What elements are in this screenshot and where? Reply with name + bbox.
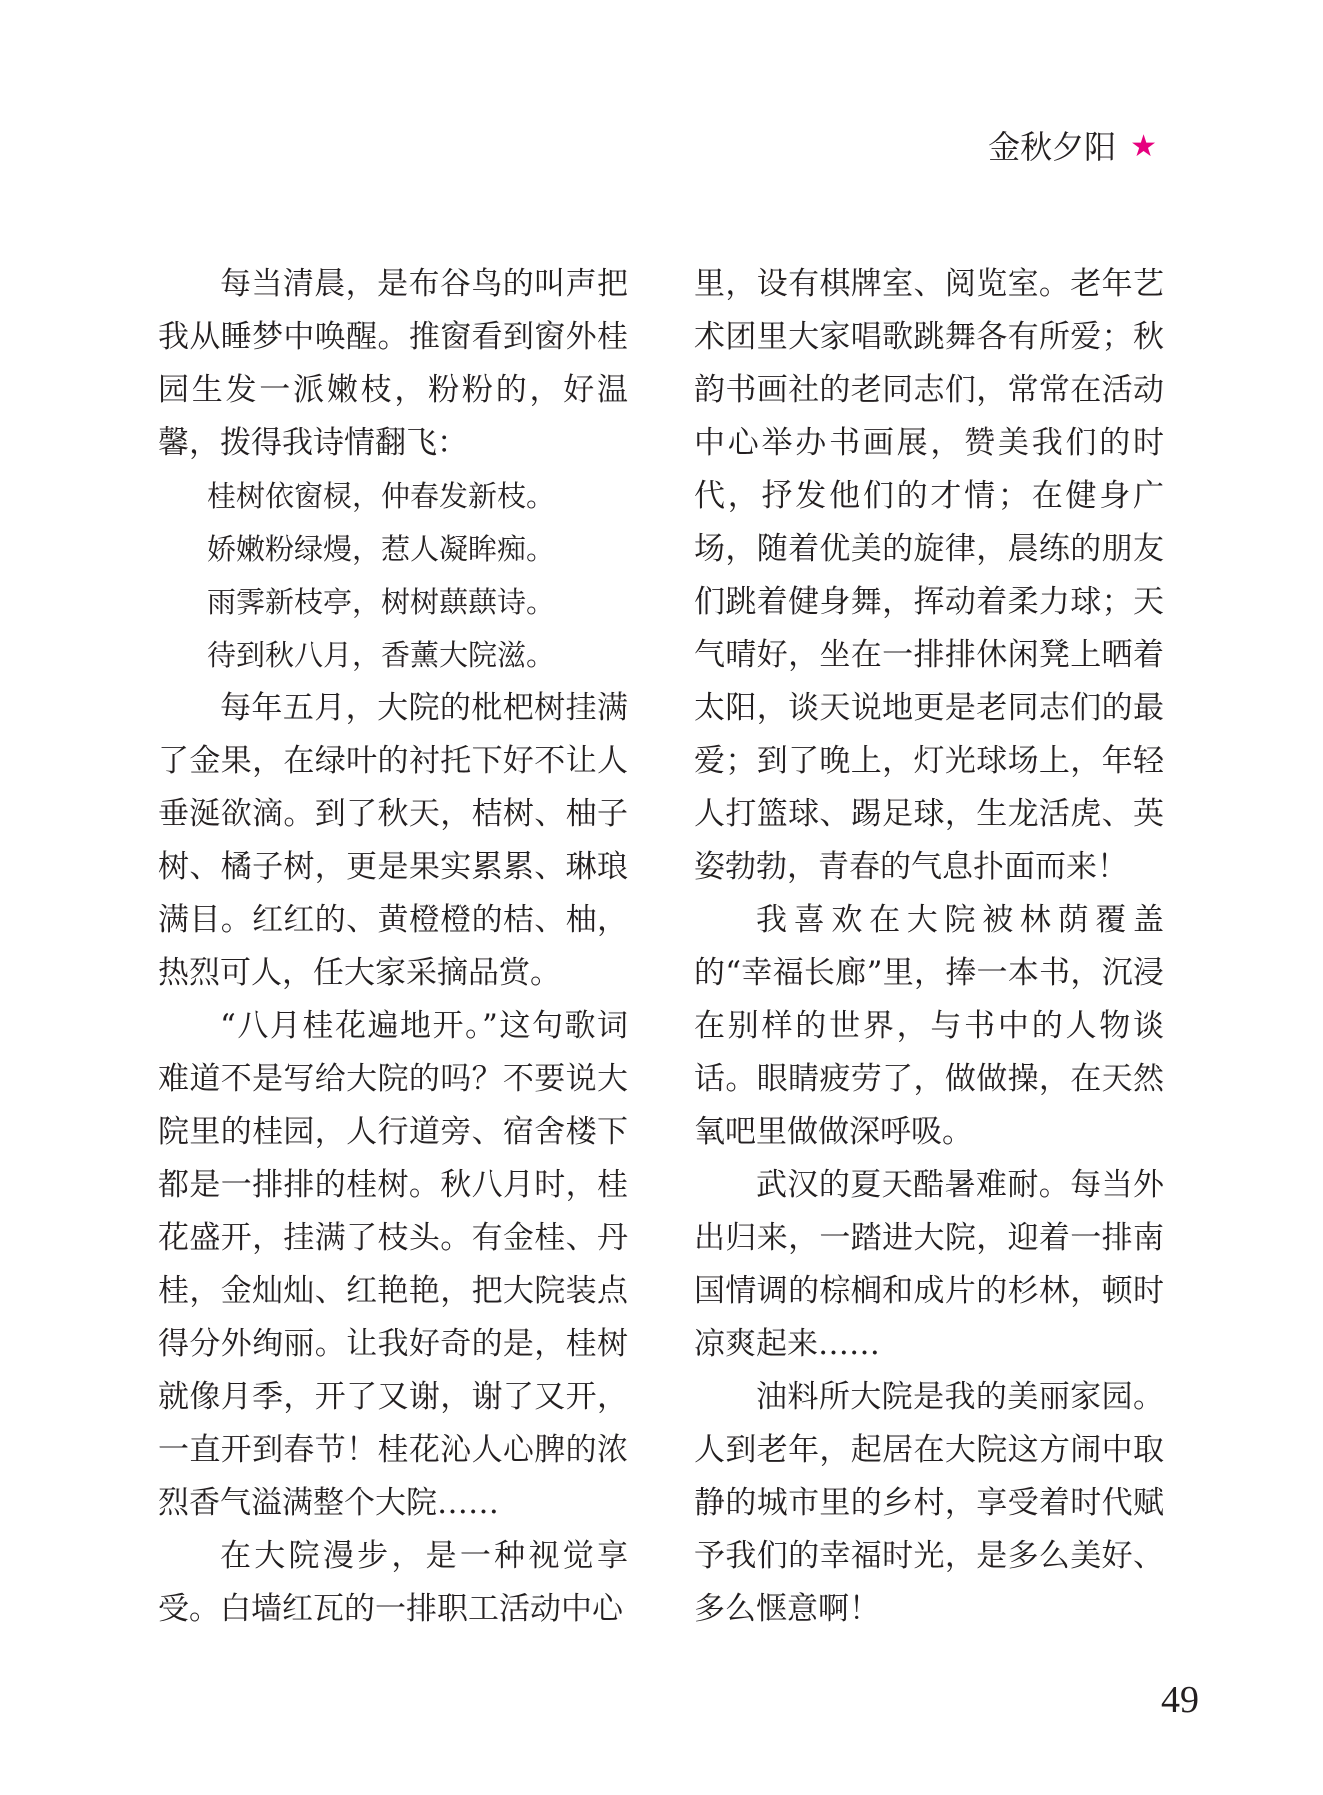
paragraph-osmanthus: “八月桂花遍地开。”这句歌词难道不是写给大院的吗？不要说大院里的桂园，人行道旁、宿舍楼下都是一排排的桂树。秋八月时，桂花盛开，挂满了枝头。有金桂、丹桂，金灿灿、红艳艳，把大院装点得分外绚丽。让我好奇的是，桂树就像月季，开了又谢，谢了又开，一直开到春节！桂花沁人心脾的浓烈香气溢满整个大院…… (158, 1008, 628, 1521)
left-column (158, 258, 628, 1636)
paragraph-summer: 武汉的夏天酷暑难耐。每当外出归来，一踏进大院，迎着一排南国情调的棕榈和成片的杉林，顿时凉爽起来…… (694, 1167, 1164, 1362)
section-title: 金秋夕阳 (988, 128, 1117, 166)
paragraph-activity-center: 里，设有棋牌室、阅览室。老年艺术团里大家唱歌跳舞各有所爱；秋韵书画社的老同志们，常常在活动中心举办书画展，赞美我们的时代，抒发他们的才情；在健身广场，随着优美的旋律，晨练的朋友们跳着健身舞，挥动着柔力球；天气晴好，坐在一排排休闲凳上晒着太阳，谈天说地更是老同志们的最爱；到了晚上，灯光球场上，年轻人打篮球、踢足球，生龙活虎、英姿勃勃，青春的气息扑面而来！ (694, 266, 1164, 885)
star-icon: ★ (1130, 129, 1157, 164)
poem (158, 470, 628, 682)
paragraph-fruit-trees: 每年五月，大院的枇杷树挂满了金果，在绿叶的衬托下好不让人垂涎欲滴。到了秋天，桔树、柚子树、橘子树，更是果实累累、琳琅满目。红红的、黄橙橙的桔、柚，热烈可人，任大家采摘品赏。 (158, 690, 628, 991)
page-number: 49 (1161, 1679, 1199, 1721)
paragraph-home: 油料所大院是我的美丽家园。人到老年，起居在大院这方闹中取静的城市里的乡村，享受着时代赋予我们的幸福时光，是多么美好、多么惬意啊！ (694, 1379, 1164, 1627)
poem-line-1: 桂树依窗棂，仲春发新枝。 (207, 479, 556, 513)
right-column (694, 258, 1164, 1636)
paragraph-reading-corridor: 我喜欢在大院被林荫覆盖的“幸福长廊”里，捧一本书，沉浸在别样的世界，与书中的人物谈话。眼睛疲劳了，做做操，在天然氧吧里做做深呼吸。 (694, 902, 1164, 1150)
paragraph-stroll: 在大院漫步，是一种视觉享受。白墙红瓦的一排职工活动中心 (158, 1538, 628, 1627)
running-header (988, 124, 1157, 170)
paragraph-morning: 每当清晨，是布谷鸟的叫声把我从睡梦中唤醒。推窗看到窗外桂园生发一派嫩枝，粉粉的，好温馨，拨得我诗情翻飞： (158, 266, 628, 461)
poem-line-3: 雨霁新枝亭，树树蕻蕻诗。 (207, 585, 556, 619)
poem-line-2: 娇嫩粉绿熳，惹人凝眸痴。 (207, 532, 556, 566)
poem-line-4: 待到秋八月，香薰大院滋。 (207, 638, 556, 672)
